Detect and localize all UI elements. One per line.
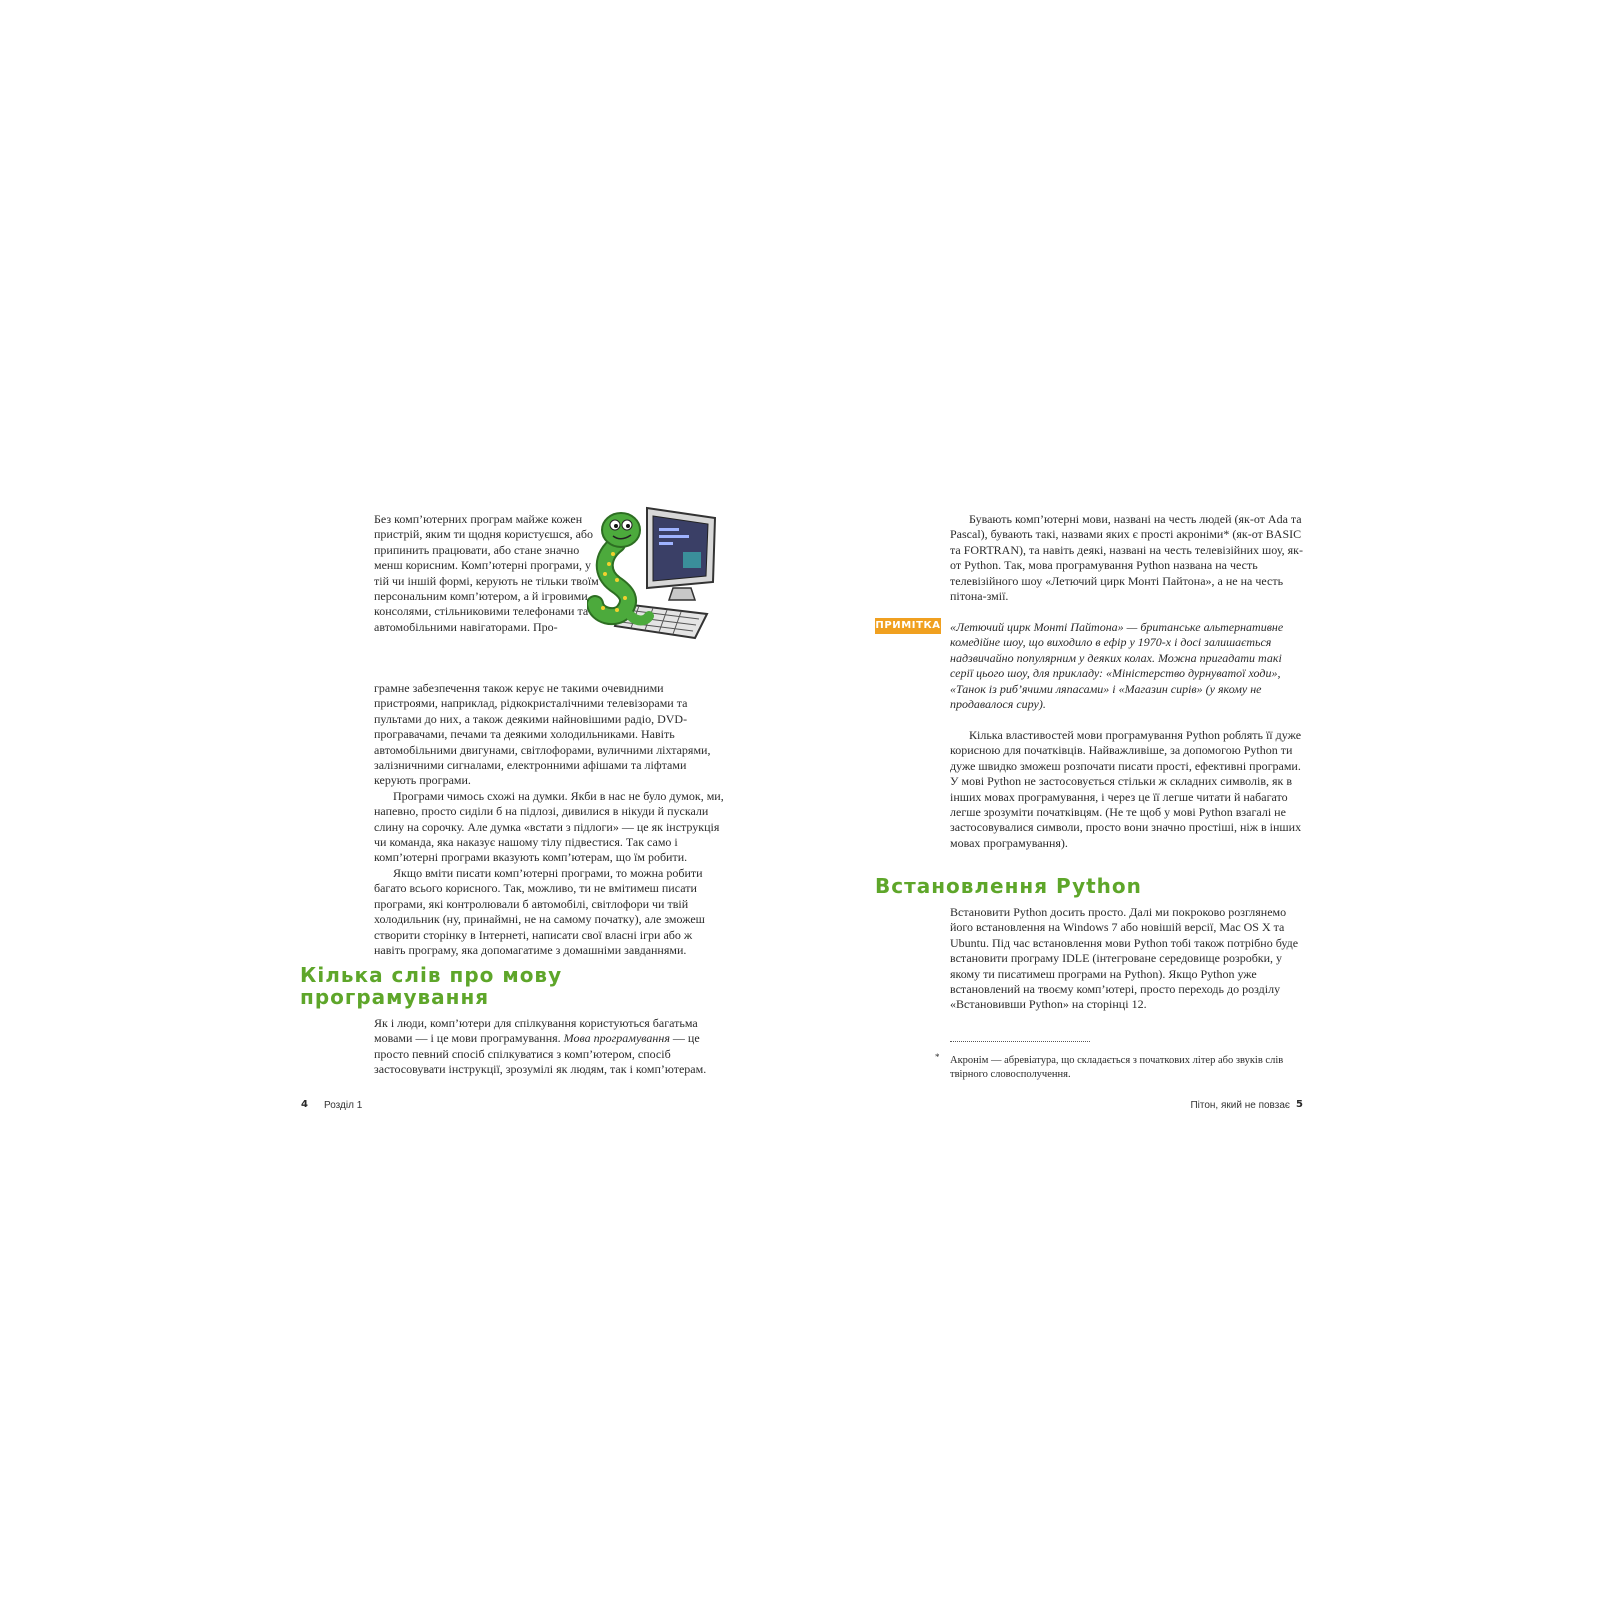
note-text: «Летючий цирк Монті Пайтона» — британське альтернативне комедійне шоу, що виходило в ефір у 1970-х і досі залишається надзвичайно популярним у деяких колах. Можна пригадати такі серії цього шоу, для прикладу: «Міністерство дурнуватої ходи», «Танок із риб’ячими ляпасами» і «Магазин сирів» (у якому не продавалося сиру). [950, 620, 1284, 712]
term-emphasis: Мова програмування [563, 1031, 670, 1046]
footnote-divider [950, 1041, 1090, 1042]
snake-computer-illustration [587, 504, 729, 644]
note-badge: ПРИМІТКА [875, 618, 941, 634]
running-title-left: Розділ 1 [324, 1100, 363, 1111]
page-number-right: 5 [1296, 1099, 1303, 1110]
footnote-marker: * [935, 1052, 940, 1062]
running-title-right: Пітон, який не повзає [1190, 1100, 1290, 1111]
install-python-paragraph: Встановити Python досить просто. Далі ми покроково розглянемо його встановлення на Windows 7 або новішій версії, Mac OS X та Ubuntu. Під час встановлення мови Python тобі також потрібно буде встановити програму IDLE (інтегроване середовище розробки, у якому ти писатимеш програми на Python). Якщо Python уже встановлений на твоєму комп’ютері, просто переходь до розділу «Встановивши Python» на сторінці 12. [950, 905, 1299, 1012]
intro-paragraph: Без комп’ютерних програм майже кожен пристрій, яким ти щодня користуєшся, або припинить працювати, або стане значно менш корисним. Комп’ютерні програми, у тій чи іншій формі, керують не тільки твоїм персональним комп’ютером, а й ігровими консолями, стільниковими телефонами та автомобільними навігаторами. Про- [374, 512, 599, 634]
intro-paragraph-continued: грамне забезпечення також керує не такими очевидними пристроями, наприклад, рідкокристалічними телевізорами та пультами до них, а також деякими найновішими радіо, DVD-програвачами, печами та деякими холодильниками. Навіть автомобільними двигунами, світлофорами, вуличними ліхтарями, залізничними сигналами, електронними афішами та ліфтами керують програми. Програми чимось схожі на думки. Якби в нас не було думок, ми, напевно, просто сиділи б на підлозі, дивилися в нікуди й пускали слину на сорочку. Але думка «встати з підлоги» — це як інструкція чи команда, яка наказує нашому тілу підвестися. Так само і комп’ютерні програми вказують комп’ютерам, що їм робити. Якщо вміти писати комп’ютерні програми, то можна робити багато всього корисного. Так, можливо, ти не вмітимеш писати програми, які контролювали б автомобілі, світлофори чи твій холодильник (ну, принаймні, не на самому початку), але зможеш створити сторінку в Інтернеті, написати свої власні ігри або ж навіть програму, яка допомагатиме з домашніми завданнями. [374, 681, 724, 957]
language-names-paragraph: Бувають комп’ютерні мови, названі на честь людей (як-от Ada та Pascal), бувають такі, назвами яких є прості акроніми* (як-от BASIC та FORTRAN), та навіть деякі, названі на честь телевізійних шоу, як-от Python. Так, мова програмування Python названа на честь телевізійного шоу «Летючий цирк Монті Пайтона», а не на честь пітона-змії. [950, 512, 1303, 604]
snake-icon [595, 513, 649, 621]
section-heading-install-python: Встановлення Python [875, 874, 1142, 898]
monitor-icon [647, 508, 715, 600]
python-properties-paragraph: Кілька властивостей мови програмування Python роблять її дуже корисною для початківців. Найважливіше, за допомогою Python ти дуже швидко зможеш розпочати писати прості, ефективні програми. У мові Python не застосовується стільки ж складних символів, як в інших мовах програмування, і через це її легше читати й набагато легше зрозуміти початківцям. (Не те щоб у мові Python взагалі не застосовувалися символи, просто вони значно простіші, ніж в інших мовах програмування). [950, 728, 1302, 850]
section-heading-programming-language: Кілька слів про мову програмування [300, 963, 563, 1009]
footnote-text: Акронім — абревіатура, що складається з початкових літер або звуків слів твірного словосполучення. [950, 1055, 1284, 1080]
programming-language-paragraph: Як і люди, комп’ютери для спілкування користуються багатьма мовами — і це мови програмування. Мова програмування — це просто певний спосіб спілкуватися з комп’ютером, спосіб застосовувати інструкції, зрозумілі як людям, так і комп’ютерам. [374, 1016, 707, 1077]
page-number-left: 4 [301, 1099, 308, 1110]
